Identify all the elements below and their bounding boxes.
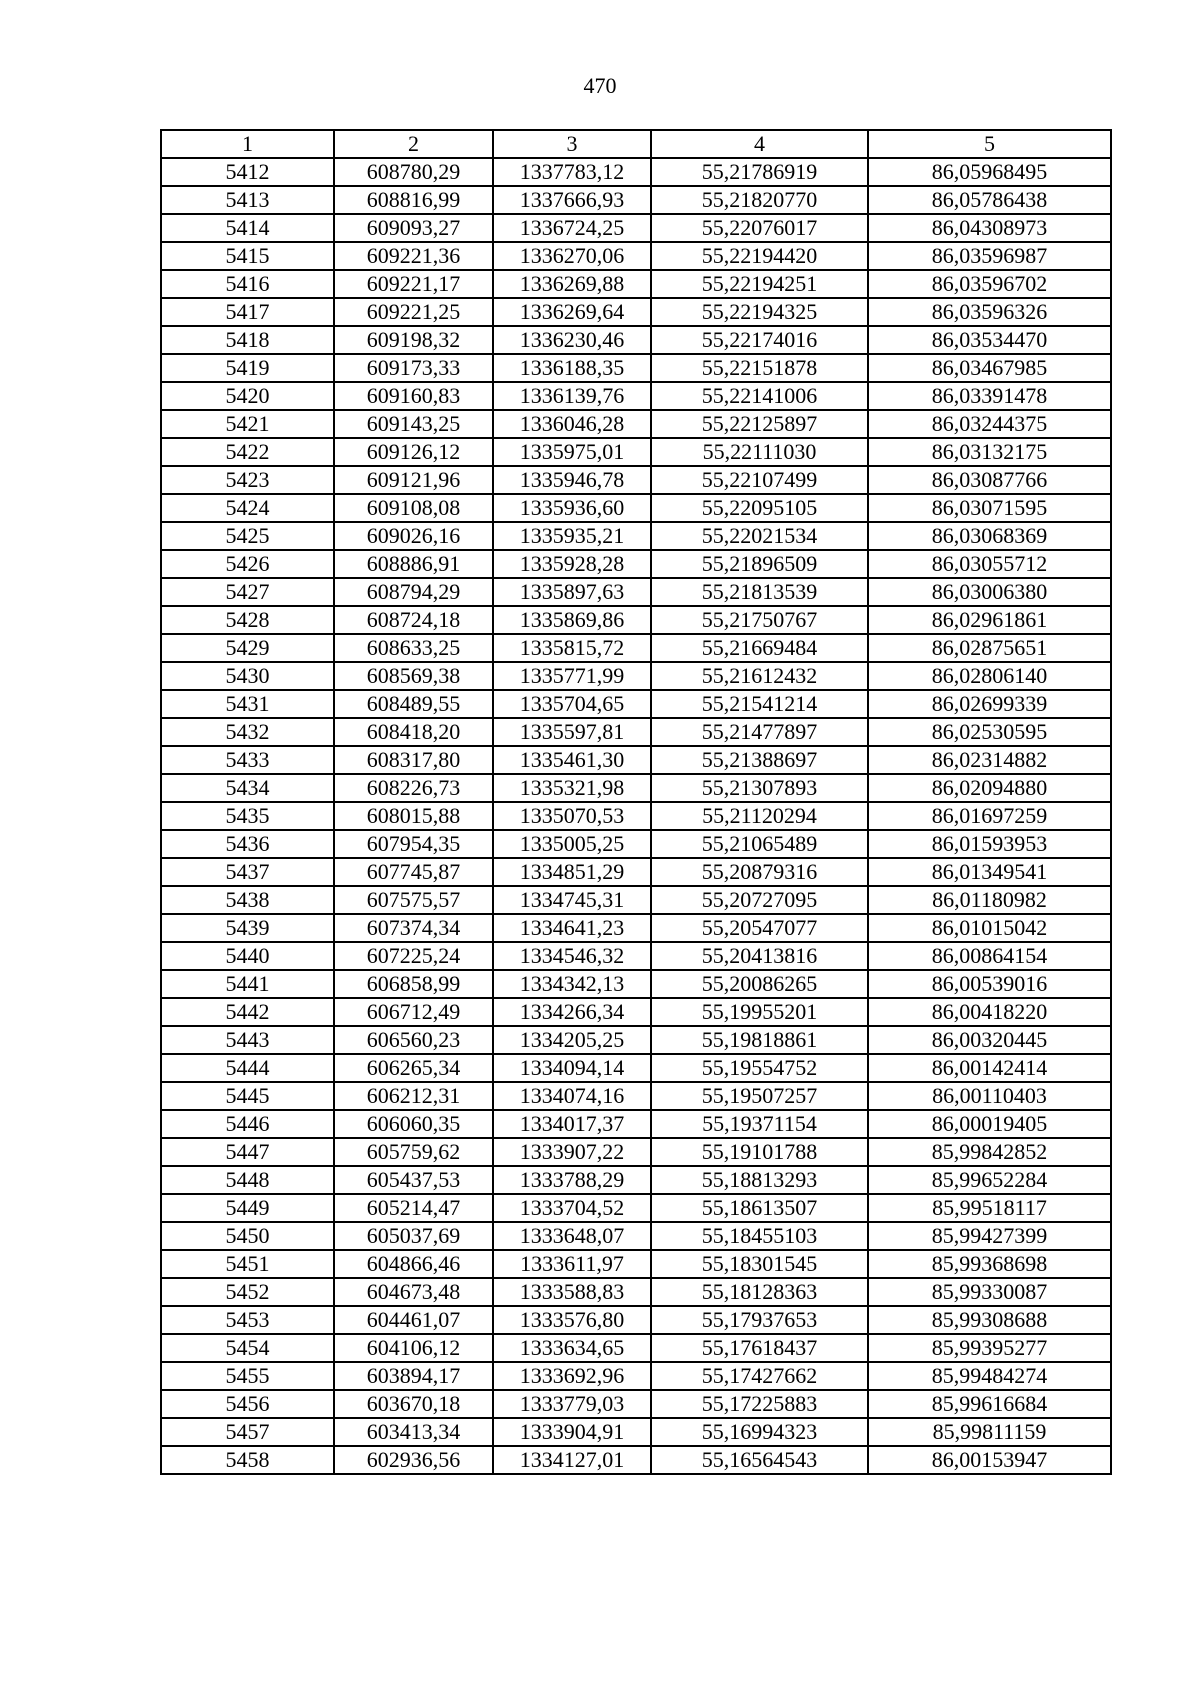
table-cell: 1335597,81 [493, 718, 651, 746]
table-cell: 5428 [161, 606, 334, 634]
table-cell: 55,20727095 [651, 886, 868, 914]
table-cell: 85,99842852 [868, 1138, 1111, 1166]
column-header: 3 [493, 130, 651, 158]
table-cell: 55,21541214 [651, 690, 868, 718]
table-cell: 608780,29 [334, 158, 493, 186]
table-cell: 609198,32 [334, 326, 493, 354]
table-cell: 606060,35 [334, 1110, 493, 1138]
table-cell: 5434 [161, 774, 334, 802]
table-cell: 55,21820770 [651, 186, 868, 214]
table-cell: 55,18128363 [651, 1278, 868, 1306]
table-cell: 86,01180982 [868, 886, 1111, 914]
table-cell: 606712,49 [334, 998, 493, 1026]
table-cell: 85,99427399 [868, 1222, 1111, 1250]
table-cell: 609221,25 [334, 298, 493, 326]
table-row [161, 746, 1111, 774]
table-cell: 86,00153947 [868, 1446, 1111, 1474]
table-cell: 55,19955201 [651, 998, 868, 1026]
table-cell: 1333648,07 [493, 1222, 651, 1250]
table-cell: 5421 [161, 410, 334, 438]
table-cell: 1335070,53 [493, 802, 651, 830]
table-cell: 1335461,30 [493, 746, 651, 774]
table-cell: 5449 [161, 1194, 334, 1222]
table-cell: 1335771,99 [493, 662, 651, 690]
table-cell: 55,20413816 [651, 942, 868, 970]
table-cell: 608633,25 [334, 634, 493, 662]
table-cell: 5448 [161, 1166, 334, 1194]
table-cell: 5417 [161, 298, 334, 326]
table-cell: 1333779,03 [493, 1390, 651, 1418]
table-cell: 608816,99 [334, 186, 493, 214]
table-cell: 5435 [161, 802, 334, 830]
table-cell: 86,02094880 [868, 774, 1111, 802]
table-cell: 604461,07 [334, 1306, 493, 1334]
column-header: 4 [651, 130, 868, 158]
table-cell: 608418,20 [334, 718, 493, 746]
table-cell: 55,19554752 [651, 1054, 868, 1082]
table-cell: 1335928,28 [493, 550, 651, 578]
table-cell: 609160,83 [334, 382, 493, 410]
table-cell: 55,22151878 [651, 354, 868, 382]
table-cell: 609108,08 [334, 494, 493, 522]
table-row [161, 830, 1111, 858]
table-cell: 1333692,96 [493, 1362, 651, 1390]
table-row [161, 550, 1111, 578]
table-cell: 5423 [161, 466, 334, 494]
table-cell: 55,17225883 [651, 1390, 868, 1418]
table-cell: 55,20547077 [651, 914, 868, 942]
table-cell: 85,99395277 [868, 1334, 1111, 1362]
table-cell: 85,99368698 [868, 1250, 1111, 1278]
table-cell: 5426 [161, 550, 334, 578]
table-cell: 55,21750767 [651, 606, 868, 634]
table-cell: 86,01697259 [868, 802, 1111, 830]
table-cell: 608724,18 [334, 606, 493, 634]
column-header: 2 [334, 130, 493, 158]
table-cell: 85,99652284 [868, 1166, 1111, 1194]
table-cell: 606212,31 [334, 1082, 493, 1110]
table-cell: 609173,33 [334, 354, 493, 382]
table-cell: 1334074,16 [493, 1082, 651, 1110]
table-cell: 1333788,29 [493, 1166, 651, 1194]
table-cell: 55,20086265 [651, 970, 868, 998]
table-row [161, 1306, 1111, 1334]
table-row [161, 1334, 1111, 1362]
table-cell: 86,00320445 [868, 1026, 1111, 1054]
table-cell: 55,22111030 [651, 438, 868, 466]
table-cell: 608794,29 [334, 578, 493, 606]
table-row [161, 886, 1111, 914]
table-cell: 5443 [161, 1026, 334, 1054]
table-cell: 55,21065489 [651, 830, 868, 858]
table-cell: 1335975,01 [493, 438, 651, 466]
table-cell: 1337783,12 [493, 158, 651, 186]
table-cell: 86,04308973 [868, 214, 1111, 242]
table-cell: 55,19371154 [651, 1110, 868, 1138]
table-cell: 5412 [161, 158, 334, 186]
table-cell: 55,22076017 [651, 214, 868, 242]
table-cell: 5441 [161, 970, 334, 998]
table-cell: 5438 [161, 886, 334, 914]
table-cell: 55,16564543 [651, 1446, 868, 1474]
table-row [161, 1194, 1111, 1222]
table-row [161, 606, 1111, 634]
table-cell: 55,22174016 [651, 326, 868, 354]
table-cell: 606560,23 [334, 1026, 493, 1054]
table-cell: 608226,73 [334, 774, 493, 802]
table-cell: 55,19507257 [651, 1082, 868, 1110]
table-cell: 55,21813539 [651, 578, 868, 606]
table-cell: 55,17427662 [651, 1362, 868, 1390]
table-cell: 607225,24 [334, 942, 493, 970]
table-cell: 1336139,76 [493, 382, 651, 410]
table-cell: 5447 [161, 1138, 334, 1166]
table-row [161, 494, 1111, 522]
table-cell: 55,18613507 [651, 1194, 868, 1222]
table-cell: 1334342,13 [493, 970, 651, 998]
table-cell: 607575,57 [334, 886, 493, 914]
table-cell: 609221,17 [334, 270, 493, 298]
table-row [161, 718, 1111, 746]
table-cell: 86,03087766 [868, 466, 1111, 494]
table-cell: 55,21120294 [651, 802, 868, 830]
column-header: 1 [161, 130, 334, 158]
table-row [161, 662, 1111, 690]
table-cell: 5457 [161, 1418, 334, 1446]
table-row [161, 1026, 1111, 1054]
table-cell: 1336724,25 [493, 214, 651, 242]
table-row [161, 1166, 1111, 1194]
table-cell: 606858,99 [334, 970, 493, 998]
table-cell: 85,99330087 [868, 1278, 1111, 1306]
table-cell: 5413 [161, 186, 334, 214]
table-cell: 1335935,21 [493, 522, 651, 550]
table-cell: 5451 [161, 1250, 334, 1278]
table-row [161, 1082, 1111, 1110]
table-cell: 55,22021534 [651, 522, 868, 550]
table-cell: 609143,25 [334, 410, 493, 438]
table-cell: 55,16994323 [651, 1418, 868, 1446]
table-row [161, 1446, 1111, 1474]
table-cell: 55,22125897 [651, 410, 868, 438]
table-row [161, 1054, 1111, 1082]
table-body [161, 158, 1111, 1474]
table-cell: 1334266,34 [493, 998, 651, 1026]
table-cell: 1333907,22 [493, 1138, 651, 1166]
table-cell: 5420 [161, 382, 334, 410]
table-cell: 1335321,98 [493, 774, 651, 802]
table-cell: 86,03467985 [868, 354, 1111, 382]
table-cell: 5436 [161, 830, 334, 858]
table-cell: 1335897,63 [493, 578, 651, 606]
table-cell: 1336046,28 [493, 410, 651, 438]
table-cell: 1335936,60 [493, 494, 651, 522]
table-row [161, 1222, 1111, 1250]
table-row [161, 774, 1111, 802]
table-cell: 5437 [161, 858, 334, 886]
table-cell: 86,02806140 [868, 662, 1111, 690]
table-cell: 608569,38 [334, 662, 493, 690]
table-cell: 55,22095105 [651, 494, 868, 522]
table-row [161, 410, 1111, 438]
table-row [161, 382, 1111, 410]
table-row [161, 186, 1111, 214]
table-cell: 5452 [161, 1278, 334, 1306]
page-number: 470 [583, 73, 617, 98]
table-row [161, 298, 1111, 326]
table-cell: 605037,69 [334, 1222, 493, 1250]
table-cell: 1335704,65 [493, 690, 651, 718]
table-cell: 608015,88 [334, 802, 493, 830]
table-row [161, 914, 1111, 942]
table-cell: 55,22141006 [651, 382, 868, 410]
table-cell: 86,03534470 [868, 326, 1111, 354]
table-cell: 86,01349541 [868, 858, 1111, 886]
table-cell: 1336269,88 [493, 270, 651, 298]
table-cell: 1333576,80 [493, 1306, 651, 1334]
table-cell: 608886,91 [334, 550, 493, 578]
table-row [161, 578, 1111, 606]
table-row [161, 802, 1111, 830]
table-cell: 1334546,32 [493, 942, 651, 970]
table-cell: 603894,17 [334, 1362, 493, 1390]
table-cell: 5446 [161, 1110, 334, 1138]
table-row [161, 214, 1111, 242]
table-cell: 1333904,91 [493, 1418, 651, 1446]
column-header: 5 [868, 130, 1111, 158]
table-cell: 86,03071595 [868, 494, 1111, 522]
table-row [161, 522, 1111, 550]
table-cell: 1335005,25 [493, 830, 651, 858]
table-cell: 55,18813293 [651, 1166, 868, 1194]
table-cell: 5418 [161, 326, 334, 354]
table-cell: 5419 [161, 354, 334, 382]
table-cell: 604106,12 [334, 1334, 493, 1362]
table-cell: 5425 [161, 522, 334, 550]
table-cell: 55,22194325 [651, 298, 868, 326]
table-cell: 86,03391478 [868, 382, 1111, 410]
table-cell: 606265,34 [334, 1054, 493, 1082]
table-cell: 1333634,65 [493, 1334, 651, 1362]
table-cell: 1333588,83 [493, 1278, 651, 1306]
table-cell: 5458 [161, 1446, 334, 1474]
table-cell: 55,21896509 [651, 550, 868, 578]
table-cell: 55,22194251 [651, 270, 868, 298]
table-cell: 1333611,97 [493, 1250, 651, 1278]
table-row [161, 438, 1111, 466]
table-cell: 5445 [161, 1082, 334, 1110]
table-cell: 86,00418220 [868, 998, 1111, 1026]
table-cell: 607745,87 [334, 858, 493, 886]
table-cell: 5430 [161, 662, 334, 690]
table-cell: 55,18455103 [651, 1222, 868, 1250]
table-cell: 609126,12 [334, 438, 493, 466]
table-cell: 5414 [161, 214, 334, 242]
table-cell: 55,17618437 [651, 1334, 868, 1362]
table-row [161, 1362, 1111, 1390]
table-cell: 55,21388697 [651, 746, 868, 774]
table-cell: 86,03596987 [868, 242, 1111, 270]
table-cell: 5456 [161, 1390, 334, 1418]
table-cell: 609026,16 [334, 522, 493, 550]
table-cell: 5444 [161, 1054, 334, 1082]
table-cell: 85,99308688 [868, 1306, 1111, 1334]
table-cell: 1334094,14 [493, 1054, 651, 1082]
table-cell: 86,03006380 [868, 578, 1111, 606]
table-row [161, 354, 1111, 382]
table-row [161, 970, 1111, 998]
table-cell: 605759,62 [334, 1138, 493, 1166]
table-row [161, 158, 1111, 186]
table-cell: 86,00142414 [868, 1054, 1111, 1082]
table-cell: 603670,18 [334, 1390, 493, 1418]
table-cell: 1336269,64 [493, 298, 651, 326]
table-cell: 86,00539016 [868, 970, 1111, 998]
table-cell: 86,02314882 [868, 746, 1111, 774]
table-cell: 607954,35 [334, 830, 493, 858]
table-cell: 86,01593953 [868, 830, 1111, 858]
table-cell: 55,19818861 [651, 1026, 868, 1054]
table-cell: 86,00110403 [868, 1082, 1111, 1110]
table-cell: 86,03596702 [868, 270, 1111, 298]
table-cell: 5431 [161, 690, 334, 718]
table-cell: 86,03244375 [868, 410, 1111, 438]
table-cell: 86,01015042 [868, 914, 1111, 942]
table-cell: 605214,47 [334, 1194, 493, 1222]
table-cell: 1334745,31 [493, 886, 651, 914]
table-cell: 1336230,46 [493, 326, 651, 354]
table-cell: 1337666,93 [493, 186, 651, 214]
table-row [161, 942, 1111, 970]
table-cell: 1334641,23 [493, 914, 651, 942]
table-cell: 55,21477897 [651, 718, 868, 746]
table-cell: 609093,27 [334, 214, 493, 242]
table-cell: 85,99616684 [868, 1390, 1111, 1418]
table-cell: 604673,48 [334, 1278, 493, 1306]
table-cell: 86,05968495 [868, 158, 1111, 186]
table-row [161, 326, 1111, 354]
table-cell: 85,99484274 [868, 1362, 1111, 1390]
table-cell: 5416 [161, 270, 334, 298]
table-cell: 55,18301545 [651, 1250, 868, 1278]
table-cell: 5424 [161, 494, 334, 522]
table-row [161, 1278, 1111, 1306]
table-cell: 86,02699339 [868, 690, 1111, 718]
table-cell: 5415 [161, 242, 334, 270]
table-cell: 5439 [161, 914, 334, 942]
table-cell: 86,00019405 [868, 1110, 1111, 1138]
table-cell: 5427 [161, 578, 334, 606]
table-cell: 55,21669484 [651, 634, 868, 662]
table-cell: 55,19101788 [651, 1138, 868, 1166]
coordinates-table [160, 129, 1112, 1475]
table-cell: 86,03132175 [868, 438, 1111, 466]
table-row [161, 858, 1111, 886]
table-cell: 5433 [161, 746, 334, 774]
table-row [161, 466, 1111, 494]
table-cell: 5442 [161, 998, 334, 1026]
table-cell: 604866,46 [334, 1250, 493, 1278]
table-cell: 86,03068369 [868, 522, 1111, 550]
table-row [161, 634, 1111, 662]
table-row [161, 1390, 1111, 1418]
table-cell: 1335869,86 [493, 606, 651, 634]
table-cell: 55,21612432 [651, 662, 868, 690]
table-cell: 5455 [161, 1362, 334, 1390]
table-cell: 605437,53 [334, 1166, 493, 1194]
table-cell: 609221,36 [334, 242, 493, 270]
table-cell: 1335946,78 [493, 466, 651, 494]
table-cell: 5450 [161, 1222, 334, 1250]
table-cell: 1335815,72 [493, 634, 651, 662]
table-cell: 1334851,29 [493, 858, 651, 886]
table-cell: 5432 [161, 718, 334, 746]
table-cell: 85,99811159 [868, 1418, 1111, 1446]
table-cell: 5454 [161, 1334, 334, 1362]
table-row [161, 690, 1111, 718]
table-cell: 86,05786438 [868, 186, 1111, 214]
table-cell: 5453 [161, 1306, 334, 1334]
table-cell: 55,22194420 [651, 242, 868, 270]
header-row [161, 130, 1111, 158]
table-cell: 86,02961861 [868, 606, 1111, 634]
table-cell: 1334205,25 [493, 1026, 651, 1054]
table-cell: 609121,96 [334, 466, 493, 494]
table-cell: 603413,34 [334, 1418, 493, 1446]
table-cell: 1334127,01 [493, 1446, 651, 1474]
table-cell: 5440 [161, 942, 334, 970]
table-row [161, 1138, 1111, 1166]
table-header [161, 130, 1111, 158]
table-cell: 5422 [161, 438, 334, 466]
table-cell: 55,21307893 [651, 774, 868, 802]
table-cell: 55,21786919 [651, 158, 868, 186]
table-cell: 86,00864154 [868, 942, 1111, 970]
table-row [161, 270, 1111, 298]
table-cell: 85,99518117 [868, 1194, 1111, 1222]
table-row [161, 1250, 1111, 1278]
table-cell: 5429 [161, 634, 334, 662]
table-cell: 602936,56 [334, 1446, 493, 1474]
table-row [161, 1418, 1111, 1446]
table-cell: 1333704,52 [493, 1194, 651, 1222]
table-cell: 86,02530595 [868, 718, 1111, 746]
table-cell: 1334017,37 [493, 1110, 651, 1138]
table-cell: 55,17937653 [651, 1306, 868, 1334]
table-cell: 55,22107499 [651, 466, 868, 494]
table-row [161, 998, 1111, 1026]
table-cell: 55,20879316 [651, 858, 868, 886]
table-cell: 86,02875651 [868, 634, 1111, 662]
table-cell: 86,03055712 [868, 550, 1111, 578]
table-row [161, 242, 1111, 270]
table-cell: 608317,80 [334, 746, 493, 774]
table-cell: 1336188,35 [493, 354, 651, 382]
table-cell: 608489,55 [334, 690, 493, 718]
table-cell: 607374,34 [334, 914, 493, 942]
table-cell: 1336270,06 [493, 242, 651, 270]
table-cell: 86,03596326 [868, 298, 1111, 326]
table-row [161, 1110, 1111, 1138]
